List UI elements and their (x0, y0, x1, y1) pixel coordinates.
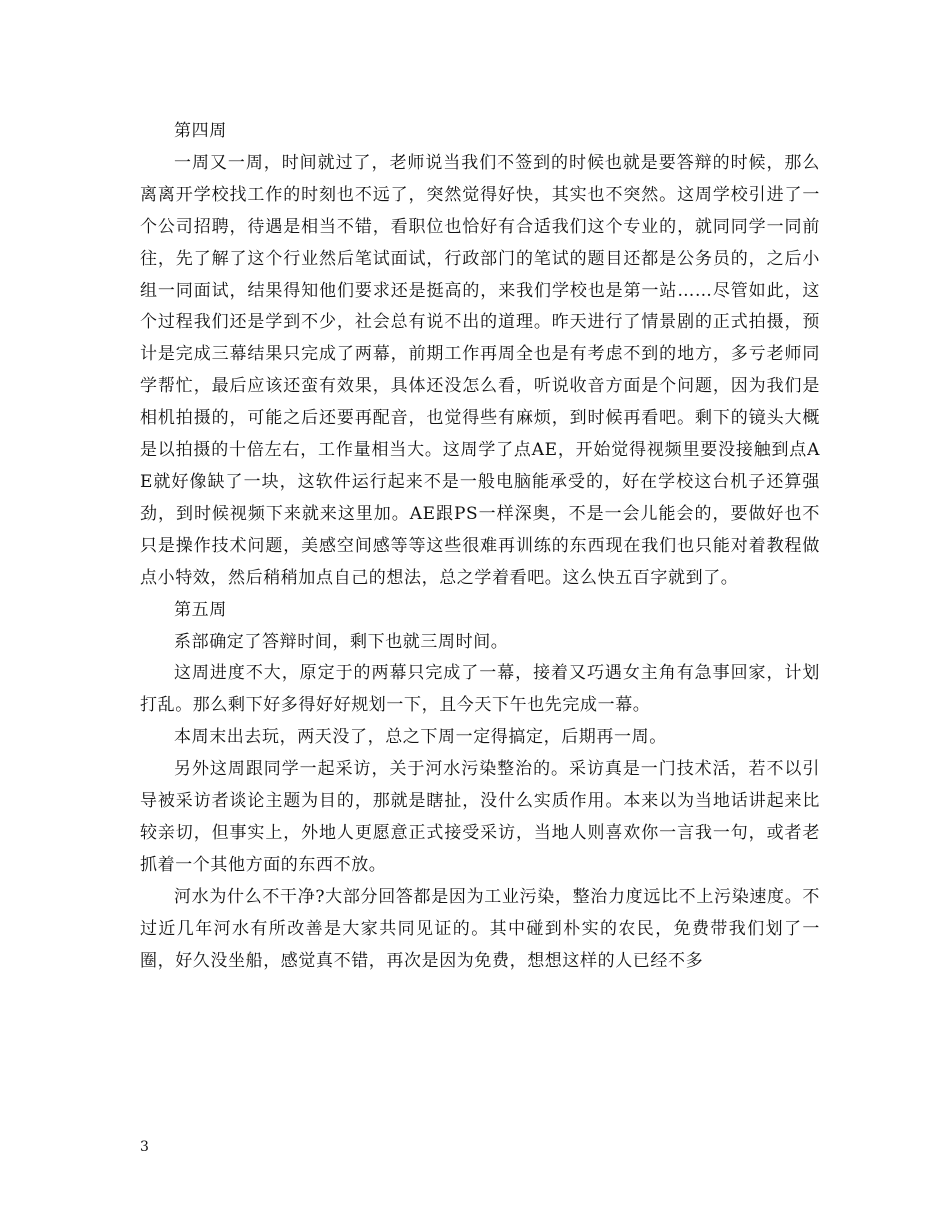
paragraph: 另外这周跟同学一起采访，关于河水污染整治的。采访真是一门技术活，若不以引导被采访者谈论主题为目的，那就是瞎扯，没什么实质作用。本来以为当地话讲起来比较亲切，但事实上，外地人更愿意正式接受采访，当地人则喜欢你一言我一句，或者老抓着一个其他方面的东西不放。 (140, 759, 820, 875)
document-body (140, 116, 820, 977)
section-heading-week-5: 第五周 (174, 599, 227, 620)
paragraph: 河水为什么不干净?大部分回答都是因为工业污染，整治力度远比不上污染速度。不过近几年河水有所改善是大家共同见证的。其中碰到朴实的农民，免费带我们划了一圈，好久没坐船，感觉真不错，再次是因为免费，想想这样的人已经不多 (140, 886, 820, 971)
paragraph: 一周又一周，时间就过了，老师说当我们不签到的时候也就是要答辩的时候，那么离离开学校找工作的时刻也不远了，突然觉得好快，其实也不突然。这周学校引进了一个公司招聘，待遇是相当不错，看职位也恰好有合适我们这个专业的，就同同学一同前往，先了解了这个行业然后笔试面试，行政部门的笔试的题目还都是公务员的，之后小组一同面试，结果得知他们要求还是挺高的，来我们学校也是第一站……尽管如此，这个过程我们还是学到不少，社会总有说不出的道理。昨天进行了情景剧的正式拍摄，预计是完成三幕结果只完成了两幕，前期工作再周全也是有考虑不到的地方，多亏老师同学帮忙，最后应该还蛮有效果，具体还没怎么看，听说收音方面是个问题，因为我们是相机拍摄的，可能之后还要再配音，也觉得些有麻烦，到时候再看吧。剩下的镜头大概是以拍摄的十倍左右，工作量相当大。这周学了点AE，开始觉得视频里要没接触到点AE就好像缺了一块，这软件运行起来不是一般电脑能承受的，好在学校这台机子还算强劲，到时候视频下来就来这里加。AE跟PS一样深奥，不是一会儿能会的，要做好也不只是操作技术问题，美感空间感等等这些很难再训练的东西现在我们也只能对着教程做点小特效，然后稍稍加点自己的想法，总之学着看吧。这么快五百字就到了。 (140, 152, 820, 588)
section-heading-week-4: 第四周 (174, 121, 227, 141)
page-number: 3 (140, 1139, 149, 1155)
paragraph: 这周进度不大，原定于的两幕只完成了一幕，接着又巧遇女主角有急事回家，计划打乱。那么剩下好多得好好规划一下，且今天下午也先完成一幕。 (140, 663, 820, 716)
paragraph: 本周末出去玩，两天没了，总之下周一定得搞定，后期再一周。 (174, 727, 667, 748)
paragraph: 系部确定了答辩时间，剩下也就三周时间。 (174, 631, 509, 652)
